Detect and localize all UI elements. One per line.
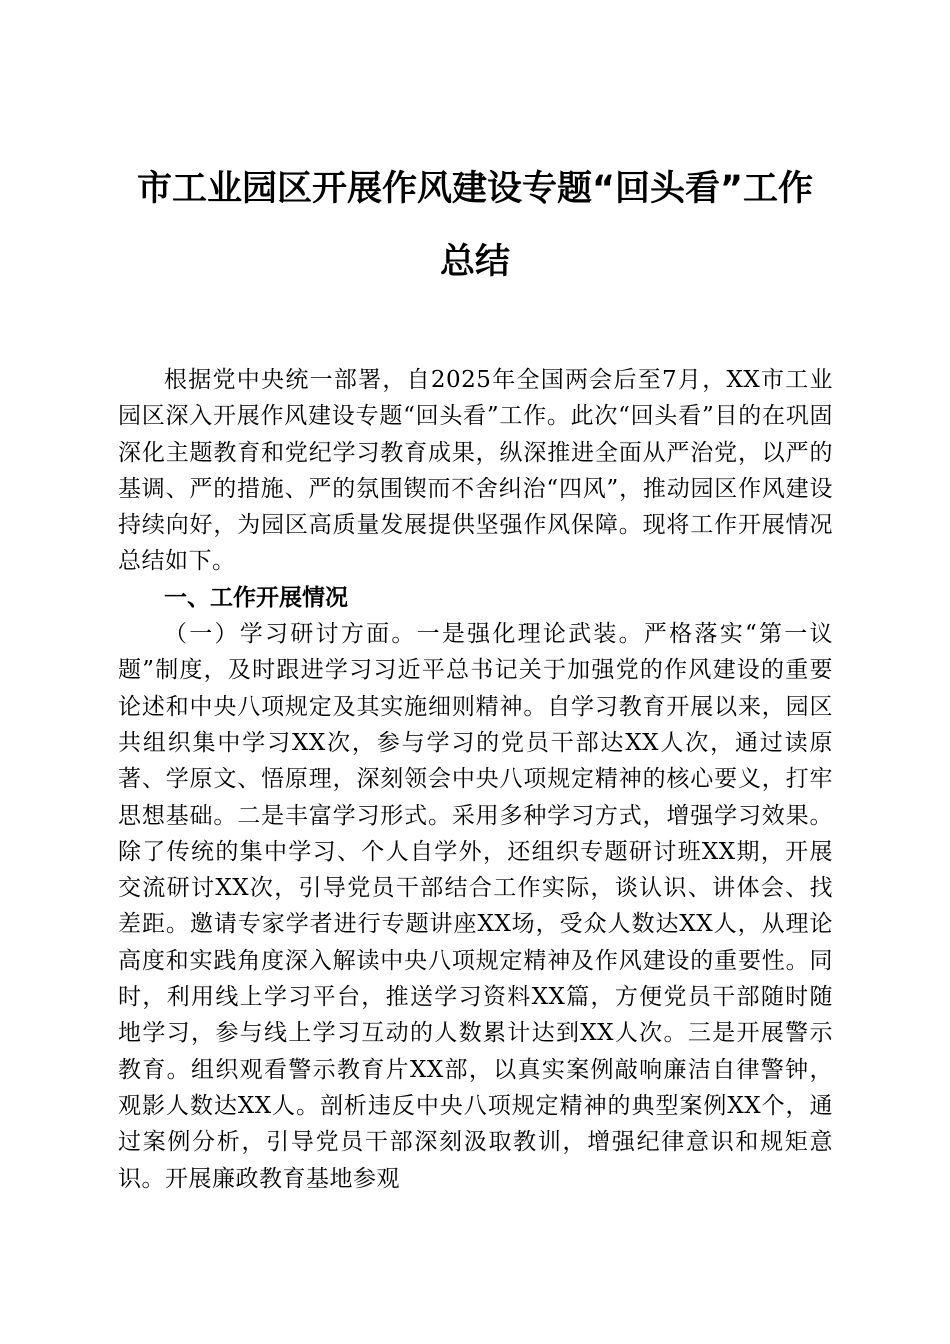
section-1-paragraph-1: （一）学习研讨方面。一是强化理论武装。严格落实“第一议题”制度，及时跟进学习习近平总书记关于加强党的作风建设的重要论述和中央八项规定及其实施细则精神。自学习教育开展以来，园区共组织集中学习XX次，参与学习的党员干部达XX人次，通过读原著、学原文、悟原理，深刻领会中央八项规定精神的核心要义，打牢思想基础。二是丰富学习形式。采用多种学习方式，增强学习效果。除了传统的集中学习、个人自学外，还组织专题研讨班XX期，开展交流研讨XX次，引导党员干部结合工作实际，谈认识、讲体会、找差距。邀请专家学者进行专题讲座XX场，受众人数达XX人，从理论高度和实践角度深入解读中央八项规定精神及作风建设的重要性。同时，利用线上学习平台，推送学习资料XX篇，方便党员干部随时随地学习，参与线上学习互动的人数累计达到XX人次。三是开展警示教育。组织观看警示教育片XX部，以真实案例敲响廉洁自律警钟，观影人数达XX人。剖析违反中央八项规定精神的典型案例XX个，通过案例分析，引导党员干部深刻汲取教训，增强纪律意识和规矩意识。开展廉政教育基地参观	[118, 621, 833, 1192]
intro-paragraph: 根据党中央统一部署，自2025年全国两会后至7月，XX市工业园区深入开展作风建设专题“回头看”工作。此次“回头看”目的在巩固深化主题教育和党纪学习教育成果，纵深推进全面从严治党，以严的基调、严的措施、严的氛围锲而不舍纠治“四风”，推动园区作风建设持续向好，为园区高质量发展提供坚强作风保障。现将工作开展情况总结如下。	[118, 367, 833, 575]
section-heading-1: 一、工作开展情况	[164, 584, 348, 611]
document-title-line-1: 市工业园区开展作风建设专题“回头看”工作	[136, 169, 813, 209]
document-title-line-2: 总结	[439, 242, 510, 282]
document-body	[118, 362, 833, 1197]
